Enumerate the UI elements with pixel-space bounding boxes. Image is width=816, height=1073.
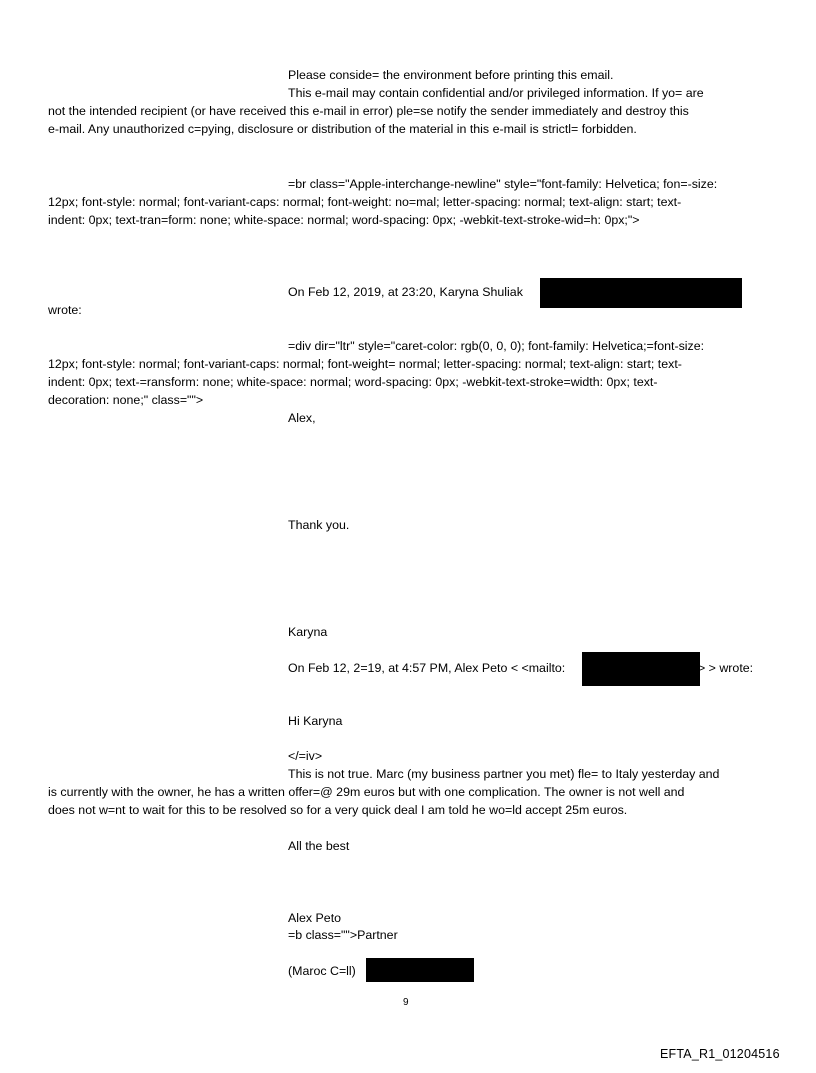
- disclaimer-line-3: not the intended recipient (or have received this e-mail in error) ple=se notify the sender immediately and destroy this: [48, 104, 689, 118]
- div-code-line-3: indent: 0px; text-=ransform: none; white-space: normal; word-spacing: 0px; -webkit-text-stroke=width: 0px; text-: [48, 375, 658, 389]
- alex-phone-label: (Maroc C=ll): [288, 964, 356, 978]
- alex-name: Alex Peto: [288, 911, 342, 925]
- redaction-block-email-2: [582, 652, 700, 686]
- alex-body-line-1: This is not true. Marc (my business partner you met) fle= to Italy yesterday and: [288, 767, 720, 781]
- karyna-header-line: On Feb 12, 2019, at 23:20, Karyna Shuliak: [288, 285, 523, 299]
- disclaimer-line-4: e-mail. Any unauthorized c=pying, disclosure or distribution of the material in this e-mail is strictl= forbidden.: [48, 122, 637, 136]
- document-id: EFTA_R1_01204516: [660, 1047, 780, 1061]
- karyna-body: Thank you.: [288, 518, 350, 532]
- alex-closing: All the best: [288, 839, 350, 853]
- br-code-line-2: 12px; font-style: normal; font-variant-caps: normal; font-weight: no=mal; letter-spacing: normal; text-align: start; text-: [48, 195, 682, 209]
- br-code-line-3: indent: 0px; text-tran=form: none; white-space: normal; word-spacing: 0px; -webkit-text-stroke-wid=h: 0px;">: [48, 213, 640, 227]
- alex-greeting: Hi Karyna: [288, 714, 343, 728]
- page-number: 9: [403, 997, 409, 1008]
- redaction-block-email-1: [540, 278, 742, 308]
- redaction-block-phone: [366, 958, 474, 982]
- alex-body-line-2: is currently with the owner, he has a written offer=@ 29m euros but with one complication. The owner is not well and: [48, 785, 685, 799]
- div-code-line-4: decoration: none;" class="">: [48, 393, 204, 407]
- karyna-header-wrote: wrote:: [48, 303, 82, 317]
- div-code-line-1: =div dir="ltr" style="caret-color: rgb(0, 0, 0); font-family: Helvetica;=font-size:: [288, 339, 705, 353]
- div-code-line-2: 12px; font-style: normal; font-variant-caps: normal; font-weight= normal; letter-spacing: normal; text-align: start; text-: [48, 357, 682, 371]
- karyna-signature: Karyna: [288, 625, 328, 639]
- alex-body-line-3: does not w=nt to wait for this to be resolved so for a very quick deal I am told he wo=ld accept 25m euros.: [48, 803, 628, 817]
- alex-div-close: </=iv>: [288, 749, 323, 763]
- alex-title-code: =b class="">Partner: [288, 928, 398, 942]
- br-code-line-1: =br class="Apple-interchange-newline" style="font-family: Helvetica; fon=-size:: [288, 177, 718, 191]
- disclaimer-line-2: This e-mail may contain confidential and/or privileged information. If yo= are: [288, 86, 704, 100]
- alex-header-suffix: > > wrote:: [698, 661, 754, 675]
- alex-header-prefix: On Feb 12, 2=19, at 4:57 PM, Alex Peto < <mailto:: [288, 661, 566, 675]
- karyna-greeting: Alex,: [288, 411, 316, 425]
- disclaimer-line-1: Please conside= the environment before printing this email.: [288, 68, 614, 82]
